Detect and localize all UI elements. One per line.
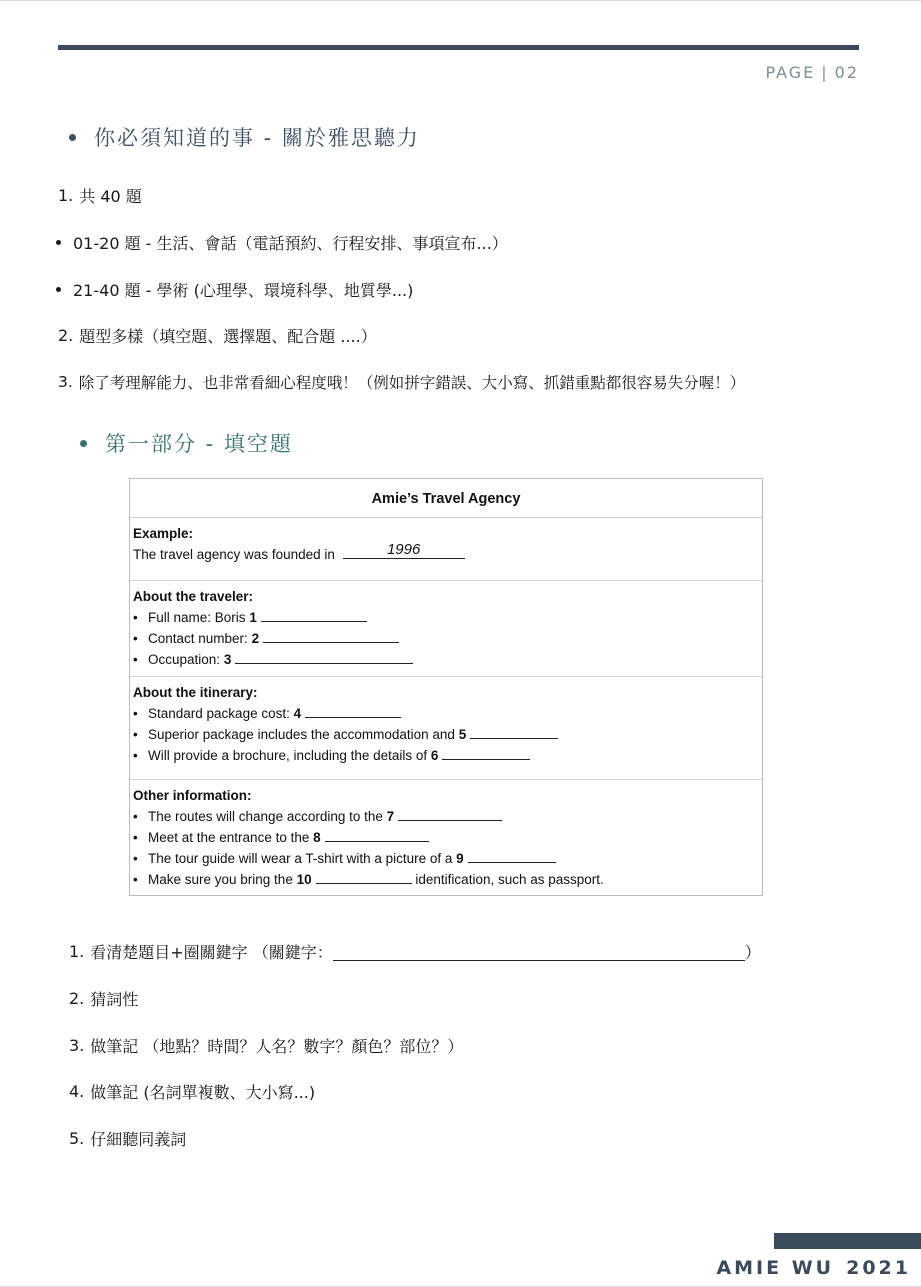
answer-blank[interactable]: [470, 724, 558, 739]
point-number: 2.: [58, 326, 74, 345]
question-number: 3: [223, 652, 232, 667]
example-row: [133, 541, 759, 565]
answer-blank[interactable]: [263, 628, 399, 643]
tip-3: [69, 1034, 463, 1057]
tip-number: 3.: [69, 1036, 85, 1055]
section-title: 你必須知道的事 - 關於雅思聽力: [94, 126, 420, 150]
tip-number: 4.: [69, 1082, 85, 1101]
tip-text: 猜詞性: [90, 990, 139, 1009]
section-title: 第一部分 - 填空題: [105, 432, 293, 456]
tip-text: 做筆記 (名詞單複數、大小寫...): [90, 1083, 316, 1102]
keyword-blank[interactable]: [333, 942, 745, 961]
example-text: The travel agency was founded in: [133, 547, 335, 562]
question-tail-text: identification, such as passport.: [415, 872, 604, 887]
question-row: • Occupation: 3: [133, 649, 759, 670]
question-number: 10: [296, 872, 312, 887]
question-text: Occupation:: [148, 652, 221, 667]
question-text: The routes will change according to the: [148, 809, 383, 824]
question-text: Make sure you bring the: [148, 872, 293, 887]
tip-text: 看清楚題目+圈關鍵字 （關鍵字：: [90, 943, 333, 962]
question-row: • The routes will change according to the 7: [133, 806, 759, 827]
point-text: 題型多樣（填空題、選擇題、配合題 ....）: [79, 327, 377, 346]
other-info-heading: Other information:: [133, 788, 252, 803]
tip-text: 做筆記 （地點？時間？人名？數字？顏色？部位？）: [90, 1037, 464, 1056]
point-number: 1.: [58, 186, 74, 205]
question-text: The tour guide will wear a T-shirt with a picture of a: [148, 851, 453, 866]
other-info-section: [130, 780, 762, 896]
footer-bar: [774, 1233, 921, 1249]
question-number: 1: [249, 610, 257, 625]
bullet-dot: [69, 134, 76, 141]
tip-5: [69, 1127, 186, 1150]
point-3: [58, 371, 745, 393]
itinerary-section: [130, 677, 762, 780]
answer-blank[interactable]: [468, 848, 556, 863]
question-number: 2: [251, 631, 260, 646]
example-section: [130, 518, 762, 581]
bullet-dot: [56, 287, 61, 292]
question-row: • Will provide a brochure, including the details of 6: [133, 745, 759, 766]
top-border: [0, 0, 921, 1]
page-number: [765, 63, 859, 82]
tip-text: 仔細聽同義詞: [90, 1130, 187, 1149]
answer-blank[interactable]: [398, 806, 502, 821]
question-text: Will provide a brochure, including the details of: [148, 748, 428, 763]
point-text: 除了考理解能力、也非常看細心程度哦！（例如拼字錯誤、大小寫、抓錯重點都很容易失分喔！）: [78, 374, 746, 392]
question-number: 5: [458, 727, 467, 742]
question-number: 7: [386, 809, 395, 824]
question-row: • Contact number: 2: [133, 628, 759, 649]
question-row: • Make sure you bring the 10 identification, such as passport.: [133, 869, 759, 890]
travel-agency-form: [129, 478, 763, 896]
answer-blank[interactable]: [325, 827, 429, 842]
question-text: Contact number:: [148, 631, 248, 646]
bullet-dot: [56, 240, 61, 245]
tip-number: 5.: [69, 1129, 85, 1148]
answer-blank[interactable]: [235, 649, 413, 664]
example-answer: 1996: [386, 541, 421, 558]
point-number: 3.: [58, 373, 73, 391]
page-separator: |: [821, 63, 829, 82]
answer-blank[interactable]: [316, 869, 412, 884]
header-bar: [58, 45, 859, 50]
section-heading-listening: [69, 122, 420, 152]
form-title: Amie’s Travel Agency: [130, 479, 762, 518]
point-text: 21-40 題 - 學術 (心理學、環境科學、地質學...): [73, 281, 414, 300]
example-heading: Example:: [133, 526, 194, 541]
question-number: 9: [456, 851, 464, 866]
point-2: [58, 324, 377, 347]
itinerary-heading: About the itinerary:: [133, 685, 258, 700]
question-row: • Superior package includes the accommodation and 5: [133, 724, 759, 745]
footer-name: AMIE WU: [716, 1257, 835, 1279]
question-text: Meet at the entrance to the: [148, 830, 310, 845]
answer-blank[interactable]: [261, 607, 367, 622]
point-sub-2: [56, 278, 413, 301]
traveler-heading: About the traveler:: [133, 589, 254, 604]
question-row: • Standard package cost: 4: [133, 703, 759, 724]
tip-number: 1.: [69, 942, 85, 961]
point-1: [58, 184, 142, 207]
question-number: 6: [430, 748, 439, 763]
point-sub-1: [56, 231, 508, 254]
footer-signature: [716, 1257, 911, 1279]
question-number: 8: [313, 830, 321, 845]
traveler-section: [130, 581, 762, 677]
point-text: 01-20 題 - 生活、會話（電話預約、行程安排、事項宣布...）: [73, 234, 508, 253]
question-row: • Full name: Boris 1: [133, 607, 759, 628]
section-heading-fill-in: [80, 428, 293, 458]
question-number: 4: [293, 706, 302, 721]
point-text: 共 40 題: [79, 187, 142, 206]
example-answer-blank: [343, 541, 465, 559]
tip-close-paren: ）: [744, 943, 761, 962]
question-row: • The tour guide will wear a T-shirt with a picture of a 9: [133, 848, 759, 869]
answer-blank[interactable]: [305, 703, 401, 718]
tip-1: [69, 940, 761, 963]
answer-blank[interactable]: [442, 745, 530, 760]
question-text: Full name: Boris: [148, 610, 246, 625]
question-row: • Meet at the entrance to the 8: [133, 827, 759, 848]
question-text: Superior package includes the accommodation and: [148, 727, 455, 742]
page-label: PAGE: [765, 63, 816, 82]
footer-year: 2021: [846, 1257, 911, 1279]
tip-number: 2.: [69, 989, 85, 1008]
page-number-value: 02: [834, 63, 859, 82]
tip-2: [69, 987, 138, 1010]
question-text: Standard package cost:: [148, 706, 290, 721]
tip-4: [69, 1080, 315, 1103]
bullet-dot: [80, 440, 87, 447]
